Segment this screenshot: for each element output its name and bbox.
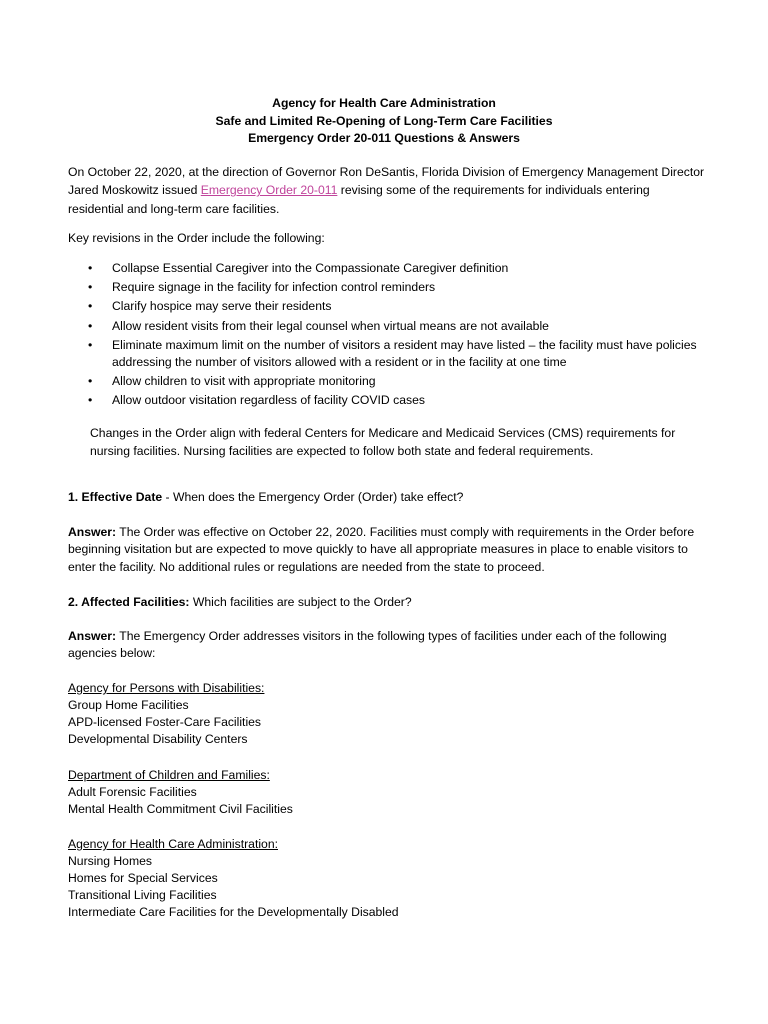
facility-item: APD-licensed Foster-Care Facilities [68,715,262,730]
emergency-order-link[interactable]: Emergency Order 20-011 [200,183,338,198]
question-2-label: 2. Affected Facilities: [68,595,190,609]
agency-heading: Agency for Persons with Disabilities: [68,681,265,695]
answer-2-label: Answer: [68,629,117,643]
list-item-text: Require signage in the facility for infection control reminders [112,280,436,295]
list-item-text: Eliminate maximum limit on the number of visitors a resident may have listed – the facility must have policies addressing the number of visitors allowed with a resident or in the facility at one time [112,337,697,370]
document-title [0,95,768,148]
question-1-label: 1. Effective Date [68,490,163,504]
facility-item: Developmental Disability Centers [68,732,248,747]
question-2 [68,594,708,611]
facility-item: Intermediate Care Facilities for the Developmentally Disabled [68,905,399,920]
facility-item: Nursing Homes [68,854,152,869]
question-2-text: Which facilities are subject to the Order? [189,595,412,609]
bullet-icon: • [88,337,93,352]
bullet-icon: • [88,261,93,275]
intro-paragraph [68,163,708,218]
list-item [88,260,708,277]
list-item-text: Collapse Essential Caregiver into the Compassionate Caregiver definition [112,261,509,275]
answer-1 [68,524,708,576]
list-item-text: Clarify hospice may serve their residents [112,299,332,314]
answer-1-label: Answer: [68,525,117,539]
bullet-icon: • [88,280,93,295]
list-item [88,298,708,315]
bullet-icon: • [88,318,93,333]
changes-paragraph: Changes in the Order align with federal Centers for Medicare and Medicaid Services (CMS) requirements for nursing facilities. Nursing facilities are expected to follow both state and federal requirements. [90,426,676,459]
answer-1-text: The Order was effective on October 22, 2020. Facilities must comply with requirements in the Order before beginning visitation but are expected to move quickly to have all appropriate measures in place to enable visitors to enter the facility. No additional rules or regulations are needed from the state to proceed. [68,525,695,574]
title-line-2: Safe and Limited Re-Opening of Long-Term Care Facilities [215,113,553,128]
list-item-text: Allow children to visit with appropriate monitoring [112,374,376,389]
list-item [88,373,708,390]
list-item [88,337,708,372]
title-line-3: Emergency Order 20-011 Questions & Answers [248,131,520,145]
agency-heading: Department of Children and Families: [68,768,270,782]
answer-2-text: The Emergency Order addresses visitors in the following types of facilities under each of the following agencies below: [68,629,667,661]
intro-text-before-link: On October 22, 2020, at the direction of Governor Ron DeSantis, Florida Division of Emergency Management Director Jared Moskowitz issued [68,165,705,198]
list-item [88,318,708,335]
question-1 [68,489,708,506]
list-item [88,279,708,296]
bullet-icon: • [88,393,93,408]
bullet-icon: • [88,299,93,314]
agency-dcf-section [68,767,708,818]
list-item [88,392,708,409]
facility-item: Adult Forensic Facilities [68,785,197,800]
list-item-text: Allow resident visits from their legal counsel when virtual means are not available [112,318,549,333]
answer-2 [68,628,708,663]
intro-text-after-link: revising some of the requirements for individuals entering residential and long-term care facilities. [68,183,650,216]
facility-item: Mental Health Commitment Civil Facilities [68,802,293,817]
agency-ahca-section [68,836,708,921]
title-line-1: Agency for Health Care Administration [272,96,496,110]
question-1-text: - When does the Emergency Order (Order) take effect? [162,490,464,504]
bullet-icon: • [88,374,93,389]
agency-heading: Agency for Health Care Administration: [68,837,278,851]
facility-item: Transitional Living Facilities [68,888,217,903]
facility-item: Homes for Special Services [68,871,218,886]
list-item-text: Allow outdoor visitation regardless of facility COVID cases [112,393,425,408]
agency-apd-section [68,680,708,748]
key-revisions-intro: Key revisions in the Order include the following: [68,231,325,245]
key-revisions-list [88,260,708,412]
facility-item: Group Home Facilities [68,698,189,713]
